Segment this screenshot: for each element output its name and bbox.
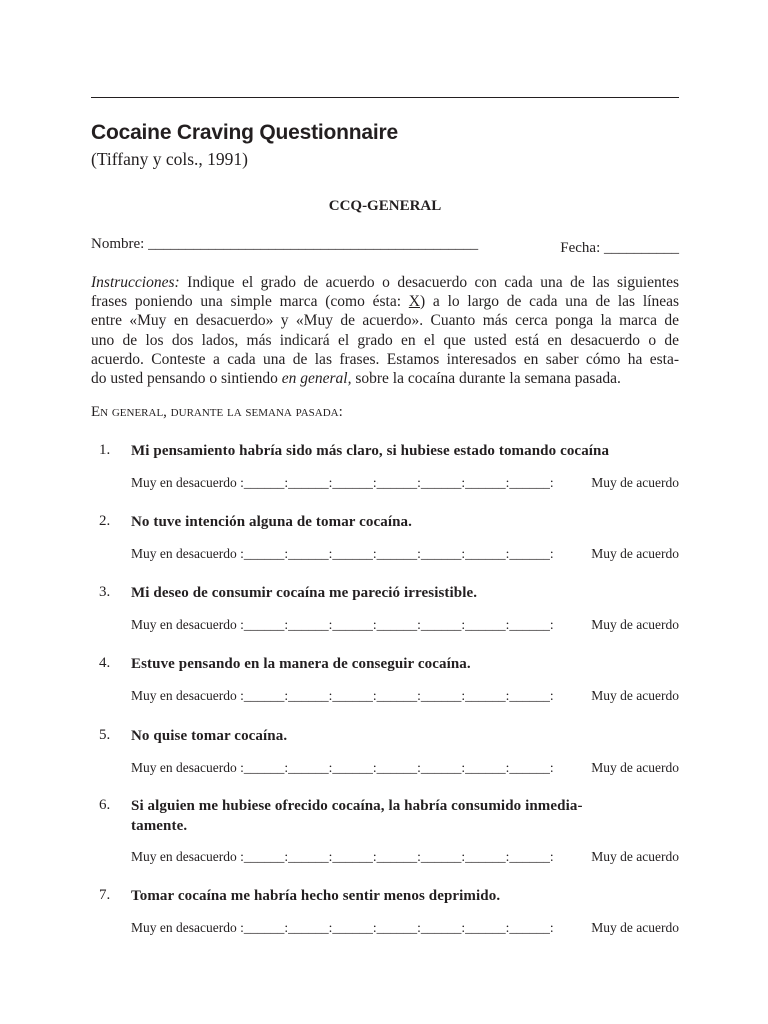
item-number: 1. — [99, 442, 111, 458]
item-text: Si alguien me hubiese ofrecido cocaína, la habría consumido inmedia- tamente. — [131, 798, 583, 834]
section-heading: En general, durante la semana pasada: — [91, 404, 343, 420]
date-label: Fecha: — [560, 240, 601, 256]
date-field[interactable] — [560, 240, 679, 257]
item-text: Tomar cocaína me habría hecho sentir menos deprimido. — [131, 888, 501, 904]
item-number: 5. — [99, 727, 111, 743]
scale-disagree-label[interactable]: Muy en desacuerdo :______:______:______:______:______:______:______: — [131, 546, 554, 561]
item-number: 7. — [99, 887, 111, 903]
name-blank[interactable]: ____________________________________________ — [148, 236, 479, 252]
page-title: Cocaine Craving Questionnaire — [91, 121, 398, 144]
name-field[interactable] — [91, 236, 478, 253]
scale-agree-label: Muy de acuerdo — [591, 760, 679, 775]
item-text: No quise tomar cocaína. — [131, 728, 288, 744]
citation: (Tiffany y cols., 1991) — [91, 149, 249, 169]
scale-disagree-label[interactable]: Muy en desacuerdo :______:______:______:______:______:______:______: — [131, 849, 554, 864]
scale-disagree-label[interactable]: Muy en desacuerdo :______:______:______:______:______:______:______: — [131, 688, 554, 703]
instructions — [91, 273, 679, 388]
scale-disagree-label[interactable]: Muy en desacuerdo :______:______:______:______:______:______:______: — [131, 760, 554, 775]
item-number: 2. — [99, 513, 111, 529]
top-rule — [91, 97, 679, 98]
questionnaire-page — [91, 0, 679, 1024]
instructions-line: acuerdo. Conteste a cada una de las frases. Estamos interesados en saber cómo ha esta- — [91, 350, 679, 368]
item-text: Mi deseo de consumir cocaína me pareció irresistible. — [131, 585, 478, 601]
item-number: 3. — [99, 584, 111, 600]
date-blank[interactable]: __________ — [604, 240, 679, 256]
item-text: Estuve pensando en la manera de conseguir cocaína. — [131, 656, 471, 672]
scale-agree-label: Muy de acuerdo — [591, 849, 679, 864]
instructions-line: uno de los dos lados, más indicará el grado en el que usted está en desacuerdo o de — [91, 331, 679, 349]
instructions-line: Instrucciones: Indique el grado de acuerdo o desacuerdo con cada una de las siguientes — [91, 274, 679, 291]
item-number: 6. — [99, 797, 111, 813]
scale-agree-label: Muy de acuerdo — [591, 546, 679, 561]
scale-agree-label: Muy de acuerdo — [591, 920, 679, 935]
example-mark: X — [408, 293, 420, 311]
scale-disagree-label[interactable]: Muy en desacuerdo :______:______:______:______:______:______:______: — [131, 617, 554, 632]
name-label: Nombre: — [91, 236, 145, 252]
scale-disagree-label[interactable]: Muy en desacuerdo :______:______:______:______:______:______:______: — [131, 475, 554, 490]
instructions-line: entre «Muy en desacuerdo» y «Muy de acuerdo». Cuanto más cerca ponga la marca de — [91, 312, 679, 330]
item-text: Mi pensamiento habría sido más claro, si hubiese estado tomando cocaína — [131, 443, 610, 459]
instructions-line: frases poniendo una simple marca (como ésta: X) a lo largo de cada una de las líneas — [91, 293, 679, 311]
instructions-lead: Instrucciones: — [91, 274, 180, 291]
item-number: 4. — [99, 655, 111, 671]
scale-agree-label: Muy de acuerdo — [591, 475, 679, 490]
instructions-line: do usted pensando o sintiendo en general, sobre la cocaína durante la semana pasada. — [91, 370, 621, 388]
item-text: No tuve intención alguna de tomar cocaína. — [131, 514, 413, 530]
form-code: CCQ-GENERAL — [328, 198, 442, 214]
scale-agree-label: Muy de acuerdo — [591, 688, 679, 703]
scale-disagree-label[interactable]: Muy en desacuerdo :______:______:______:______:______:______:______: — [131, 920, 554, 935]
scale-agree-label: Muy de acuerdo — [591, 617, 679, 632]
